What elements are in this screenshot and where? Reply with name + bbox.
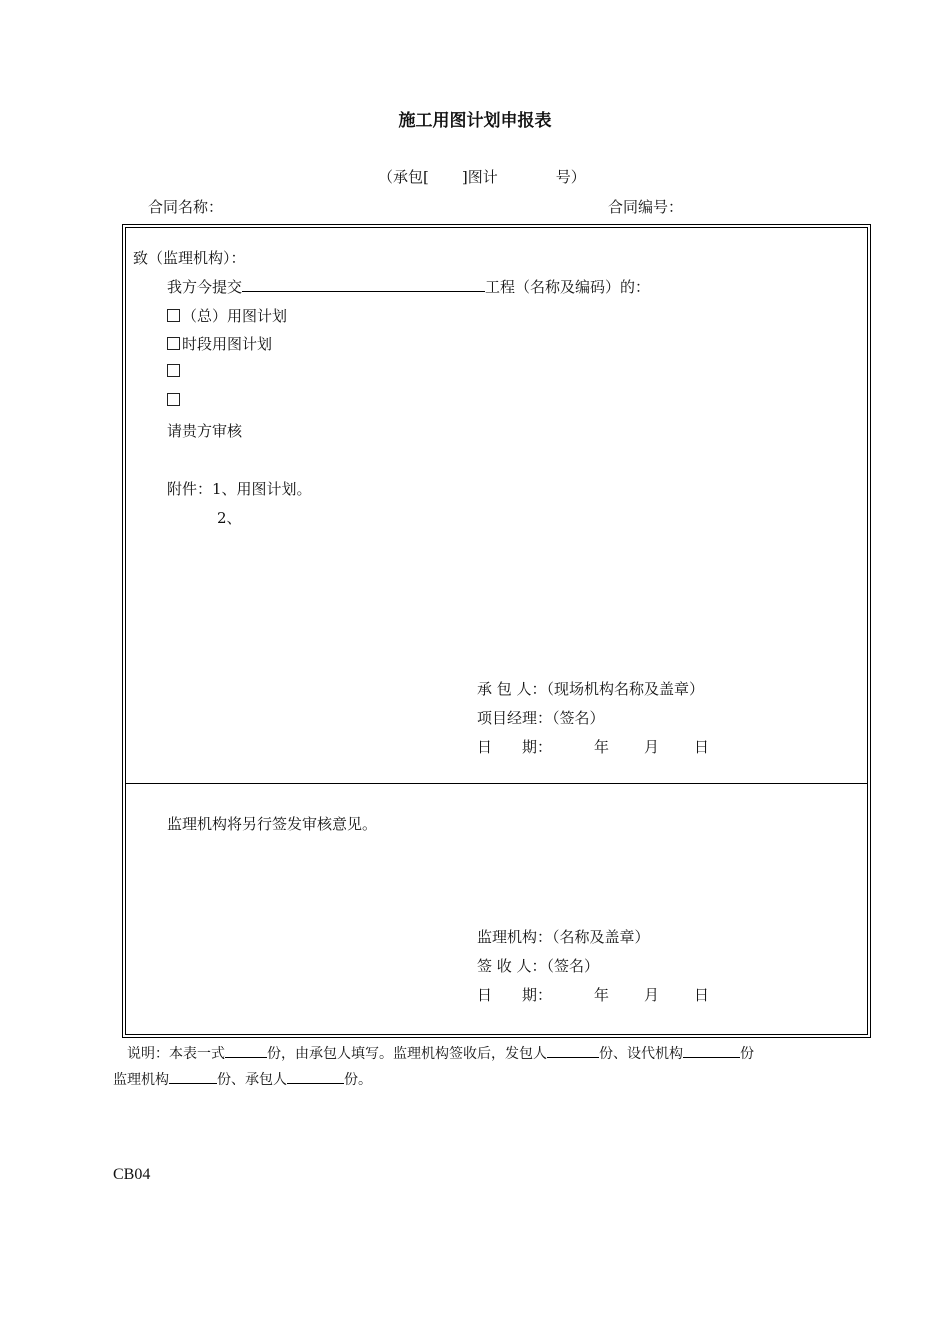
copies-blank[interactable] xyxy=(225,1043,267,1058)
form-code: CB04 xyxy=(113,1166,151,1183)
receiver-signature-line xyxy=(477,955,599,976)
month-label: 月 xyxy=(644,986,660,1004)
submit-prefix: 我方今提交 xyxy=(167,278,243,296)
note-part-3: 份、设代机构 xyxy=(599,1046,683,1062)
note-part-7: 份。 xyxy=(344,1072,372,1088)
manager-note: （签名） xyxy=(552,709,605,727)
doc-number-suffix: 号） xyxy=(555,168,586,186)
submit-suffix: 工程（名称及编码）的： xyxy=(485,278,651,296)
year-label: 年 xyxy=(594,986,610,1004)
checkbox-icon[interactable] xyxy=(167,337,180,350)
date-label: 日 期： xyxy=(477,986,553,1004)
option-label: 时段用图计划 xyxy=(182,335,273,353)
form-title: 施工用图计划申报表 xyxy=(398,111,552,131)
note-part-5: 监理机构 xyxy=(113,1072,169,1088)
section-divider xyxy=(125,783,868,784)
doc-number-prefix: （承包[ xyxy=(378,168,429,186)
review-request: 请贵方审核 xyxy=(167,422,243,440)
supervisor-date-line xyxy=(477,984,709,1005)
contractor-note: （现场机构名称及盖章） xyxy=(546,680,705,698)
contractor-date-line xyxy=(477,736,709,757)
supervision-opinion: 监理机构将另行签发审核意见。 xyxy=(167,815,378,833)
day-label: 日 xyxy=(694,986,710,1004)
attachment-1: 附件：1、用图计划。 xyxy=(167,480,312,498)
submission-line xyxy=(167,276,650,297)
option-blank-1[interactable] xyxy=(167,362,182,380)
supervisor-org-line xyxy=(477,926,650,947)
option-blank-2[interactable] xyxy=(167,391,182,409)
contractor-signature-line xyxy=(477,678,704,699)
org-note: （名称及盖章） xyxy=(552,928,650,946)
checkbox-icon[interactable] xyxy=(167,364,180,377)
month-label: 月 xyxy=(644,738,660,756)
project-name-blank[interactable] xyxy=(242,276,485,292)
checkbox-icon[interactable] xyxy=(167,309,180,322)
year-label: 年 xyxy=(594,738,610,756)
contractor-label: 承 包 人： xyxy=(477,680,547,698)
supervisor-copies-blank[interactable] xyxy=(169,1069,217,1084)
option-period-plan[interactable] xyxy=(167,333,272,354)
footnote-line-2 xyxy=(113,1069,372,1089)
org-label: 监理机构： xyxy=(477,928,553,946)
document-number xyxy=(378,166,586,187)
note-part-1: 说明：本表一式 xyxy=(127,1046,225,1062)
doc-number-middle: ]图计 xyxy=(461,168,498,186)
design-copies-blank[interactable] xyxy=(683,1043,740,1058)
option-total-plan[interactable] xyxy=(167,305,287,326)
receiver-note: （签名） xyxy=(546,957,600,975)
recipient-line: 致（监理机构）： xyxy=(133,249,246,267)
contractor-copies-blank[interactable] xyxy=(287,1069,344,1084)
note-part-4: 份 xyxy=(740,1046,754,1062)
manager-signature-line xyxy=(477,707,605,728)
attachment-2: 2、 xyxy=(217,509,242,527)
footnote-line-1 xyxy=(127,1043,754,1063)
checkbox-icon[interactable] xyxy=(167,393,180,406)
manager-label: 项目经理： xyxy=(477,709,553,727)
receiver-label: 签 收 人： xyxy=(477,957,547,975)
date-label: 日 期： xyxy=(477,738,553,756)
contract-no-label: 合同编号： xyxy=(608,198,684,216)
contract-name-label: 合同名称： xyxy=(148,198,224,216)
day-label: 日 xyxy=(694,738,710,756)
note-part-2: 份，由承包人填写。监理机构签收后，发包人 xyxy=(267,1046,547,1062)
option-label: （总）用图计划 xyxy=(182,307,288,325)
employer-copies-blank[interactable] xyxy=(547,1043,599,1058)
note-part-6: 份、承包人 xyxy=(217,1072,287,1088)
